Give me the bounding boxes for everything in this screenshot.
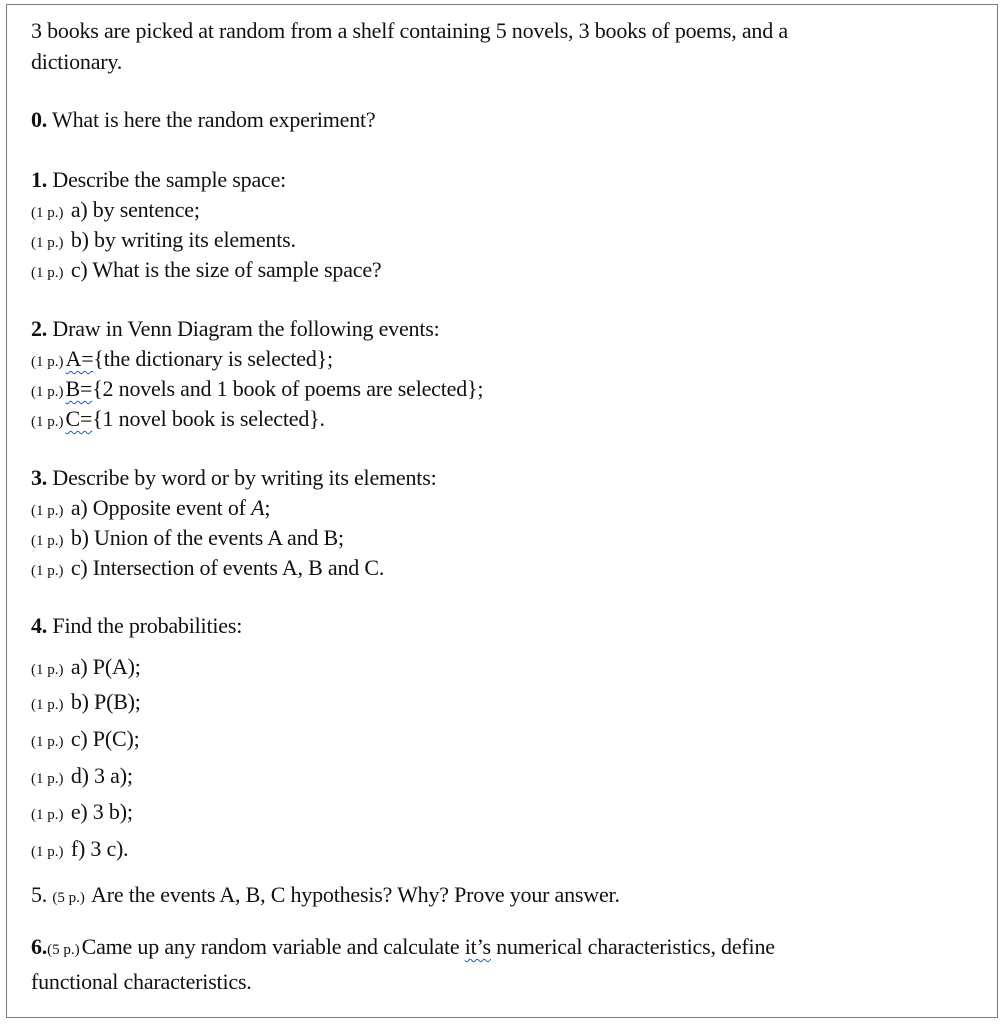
points-label: (1 p.) [31, 771, 64, 787]
question-1-item-a [31, 196, 200, 227]
item-text: c) Intersection of events A, B and C. [70, 555, 385, 580]
question-2-text: Draw in Venn Diagram the following events: [52, 316, 440, 341]
question-3-text: Describe by word or by writing its elements: [52, 465, 437, 490]
document-page [6, 4, 998, 1018]
points-label: (1 p.) [31, 807, 64, 823]
question-3 [31, 464, 437, 492]
item-text: {the dictionary is selected}; [93, 346, 333, 371]
item-text: b) P(B); [70, 689, 141, 714]
points-label: (1 p.) [31, 844, 64, 860]
intro-line-1: 3 books are picked at random from a shelf containing 5 novels, 3 books of poems, and a [31, 18, 788, 43]
question-1-item-c [31, 256, 381, 287]
question-3-number: 3. [31, 465, 48, 490]
item-text: {1 novel book is selected}. [92, 406, 325, 431]
question-1-number: 1. [31, 167, 48, 192]
question-3-item-a [31, 494, 270, 525]
event-label: C= [65, 406, 93, 431]
points-label: (1 p.) [31, 563, 64, 579]
question-2 [31, 315, 440, 343]
item-tail: ; [264, 495, 271, 520]
question-6-number: 6. [31, 934, 48, 959]
intro-line-2: dictionary. [31, 49, 123, 74]
item-text: a) by sentence; [70, 197, 200, 222]
question-4 [31, 612, 242, 640]
points-label: (1 p.) [31, 662, 64, 678]
points-label: (1 p.) [31, 414, 64, 430]
item-text: b) Union of the events A and B; [70, 525, 344, 550]
question-3-item-b [31, 524, 344, 555]
question-5-text: Are the events A, B, C hypothesis? Why? Prove your answer. [91, 882, 620, 907]
points-label: (1 p.) [31, 235, 64, 251]
item-text: b) by writing its elements. [70, 227, 296, 252]
question-4-item-c [31, 725, 139, 756]
points-label: (5 p.) [47, 942, 80, 958]
item-text: d) 3 a); [70, 763, 133, 788]
event-label: A= [65, 346, 94, 371]
question-2-item-c [31, 405, 325, 436]
item-italic: A [251, 495, 265, 520]
question-4-item-d [31, 762, 133, 793]
question-2-item-b [31, 375, 483, 406]
question-4-item-b [31, 688, 141, 719]
question-1-item-b [31, 226, 296, 257]
question-3-item-c [31, 554, 384, 585]
question-1 [31, 166, 286, 194]
points-label: (1 p.) [31, 265, 64, 281]
question-0-number: 0. [31, 107, 48, 132]
points-label: (1 p.) [31, 503, 64, 519]
points-label: (1 p.) [31, 384, 64, 400]
item-text: c) What is the size of sample space? [70, 257, 382, 282]
item-text: {2 novels and 1 book of poems are selected}; [92, 376, 484, 401]
question-2-item-a [31, 345, 333, 376]
item-text: e) 3 b); [70, 799, 133, 824]
points-label: (5 p.) [52, 890, 85, 906]
question-6-text-before: Came up any random variable and calculate [81, 934, 465, 959]
points-label: (1 p.) [31, 697, 64, 713]
question-0 [31, 106, 376, 134]
question-2-number: 2. [31, 316, 48, 341]
question-6-text-after: numerical characteristics, define [490, 934, 775, 959]
question-4-item-a [31, 653, 141, 684]
question-4-text: Find the probabilities: [52, 613, 243, 638]
question-4-item-f [31, 835, 128, 866]
question-1-text: Describe the sample space: [52, 167, 287, 192]
question-4-item-e [31, 798, 133, 829]
question-6 [31, 933, 775, 964]
item-text: c) P(C); [70, 726, 140, 751]
question-0-text: What is here the random experiment? [52, 107, 376, 132]
event-label: B= [65, 376, 93, 401]
item-text: a) P(A); [70, 654, 141, 679]
item-text: a) Opposite event of [70, 495, 252, 520]
item-text: f) 3 c). [70, 836, 129, 861]
points-label: (1 p.) [31, 205, 64, 221]
points-label: (1 p.) [31, 354, 64, 370]
question-6-underlined: it’s [464, 934, 491, 959]
question-4-number: 4. [31, 613, 48, 638]
question-5-number: 5. [31, 882, 48, 907]
question-5 [31, 881, 620, 912]
points-label: (1 p.) [31, 734, 64, 750]
points-label: (1 p.) [31, 533, 64, 549]
question-6-line-2: functional characteristics. [31, 969, 252, 994]
